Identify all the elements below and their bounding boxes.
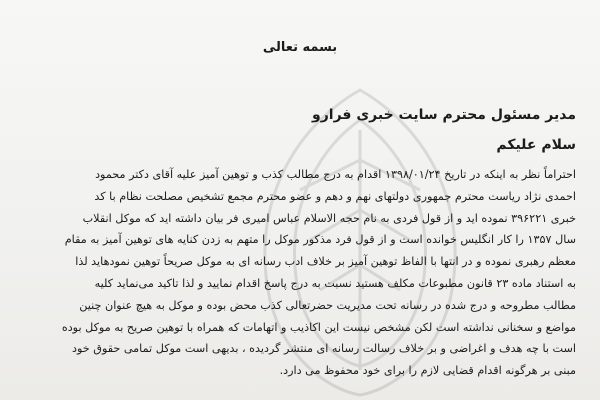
- body-line: مطالب مطروحه و درج شده در رسانه تحت مدیریت حضرتعالی کذب محض بوده و موکل به هیچ عنوان چنین: [79, 298, 576, 312]
- letter-greeting: سلام علیکم: [496, 137, 576, 153]
- body-line: مبنی بر هرگونه اقدام قضایی لازم را برای خود محفوظ می دارد.: [279, 364, 576, 378]
- letter-body: [20, 164, 576, 382]
- body-line: سال ۱۳۵۷ را کار انگلیس خوانده است و از قول فرد مذکور موکل را متهم به زدن کنایه های توهین آمیز به مقام: [64, 233, 576, 247]
- body-line: احمدی نژاد ریاست محترم جمهوری دولتهای نهم و دهم و عضو محترم مجمع تشخیص مصلحت نظام با کد: [94, 189, 576, 203]
- letter-heading: بسمه تعالی: [262, 40, 338, 55]
- body-line: به استناد ماده ۲۳ قانون مطبوعات مکلف هستید نسبت به درج پاسخ اقدام نمایید و لذا تاکید می‌نماید کلیه: [94, 276, 576, 290]
- body-line: احتراماً نظر به اینکه در تاریخ ۱۳۹۸/۰۱/۲۴ اقدام به درج مطالب کذب و توهین آمیز علیه آقای دکتر محمود: [95, 168, 576, 181]
- body-line: مواضع و سخنانی نداشته است لکن مشخص نیست این اکاذیب و اتهامات که همراه با توهین صریح به موکل بوده: [61, 320, 576, 334]
- body-line: خبری ۳۹۶۲۲۱ نموده اید و از قول فردی به نام حجه الاسلام عباس امیری فر بیان داشته اید که موکل انقلاب: [82, 211, 576, 225]
- body-line: است با چه هدف و اغراضی و بر خلاف رسالت رسانه ای منتشر گردیده ، بدیهی است موکل تمامی حقوق خود: [72, 342, 576, 356]
- letter-addressee: مدیر مسئول محترم سایت خبری فرارو: [312, 107, 576, 123]
- body-line: معظم رهبری نموده و در انتها با الفاظ توهین آمیز بر خلاف ادب رسانه ای به موکل صریحاً توهین نمودهاید لذا: [75, 255, 576, 269]
